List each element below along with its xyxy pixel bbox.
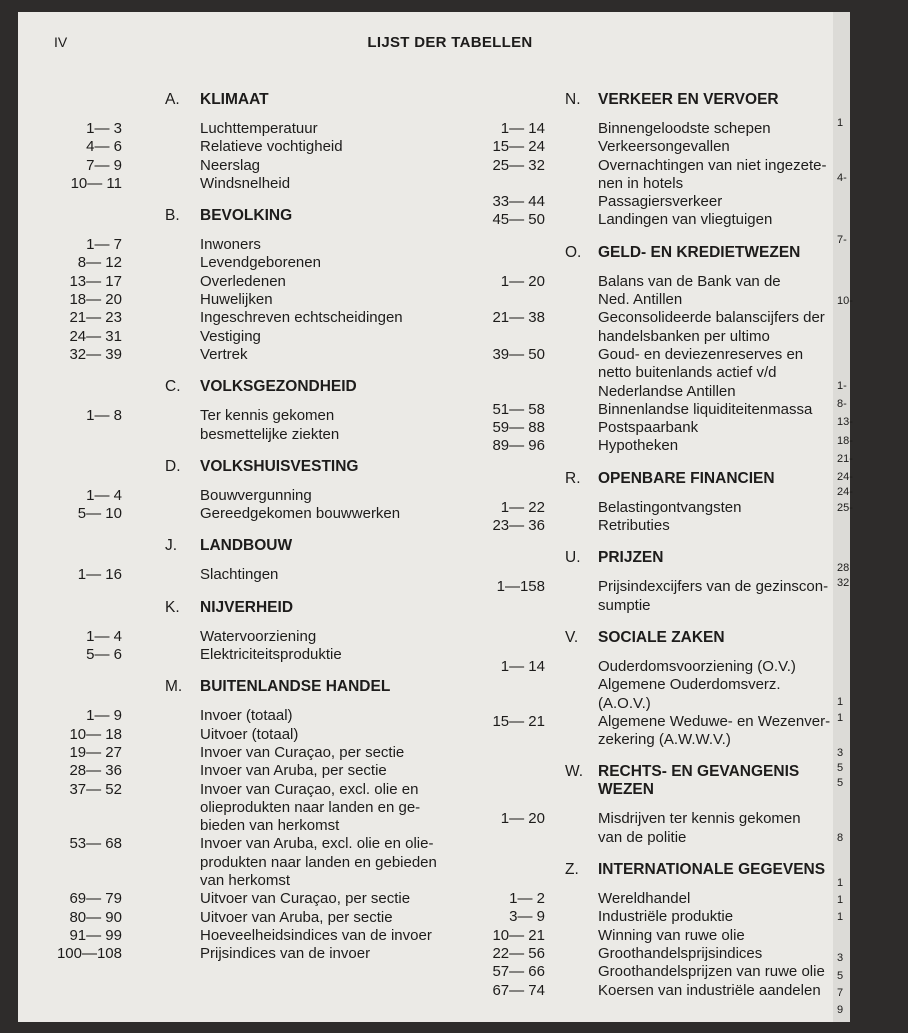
table-title-line: Wereldhandel	[598, 890, 691, 908]
adjacent-page-number: 8-	[837, 398, 847, 410]
table-title-line: Groothandelsprijzen van ruwe olie	[598, 963, 825, 981]
table-title-line: Winning van ruwe olie	[598, 926, 745, 944]
section-heading	[18, 599, 488, 628]
table-section	[18, 537, 488, 584]
adjacent-page-number: 1-	[837, 380, 847, 392]
table-number-range: 80— 90	[69, 908, 122, 926]
section-letter: O.	[565, 243, 582, 261]
table-title-line: Binnenlandse liquiditeitenmassa	[598, 400, 813, 418]
adjacent-page-number: 21-	[837, 453, 853, 465]
table-title	[598, 437, 908, 455]
section-heading	[18, 458, 488, 487]
table-number-range: 22— 56	[492, 944, 545, 962]
table-number-range: 5— 10	[77, 505, 122, 523]
table-title-line: Neerslag	[200, 156, 261, 174]
table-entry	[18, 236, 488, 254]
table-title-line: handelsbanken per ultimo	[598, 327, 770, 345]
table-entry	[18, 726, 488, 744]
table-entry	[18, 120, 488, 138]
table-number-range: 1— 7	[86, 236, 122, 254]
section-heading	[18, 207, 488, 236]
table-title-line: Gereedgekomen bouwwerken	[200, 505, 401, 523]
table-title-line: Geconsolideerde balanscijfers der	[598, 309, 825, 327]
table-entry	[18, 346, 488, 364]
table-title	[598, 193, 908, 211]
table-title-line: nen in hotels	[598, 174, 684, 192]
table-number-range: 21— 23	[69, 309, 122, 327]
table-entry	[18, 762, 488, 780]
table-title-line: Nederlandse Antillen	[598, 382, 736, 400]
table-number-range: 25— 32	[492, 156, 545, 174]
table-entry	[18, 744, 488, 762]
adjacent-page-number: 13-	[837, 416, 853, 428]
section-letter: V.	[565, 628, 579, 646]
table-section	[18, 91, 488, 193]
table-entry	[18, 328, 488, 346]
table-title-line: Levendgeborenen	[200, 254, 321, 272]
table-number-range: 1— 22	[500, 498, 545, 516]
section-letter: B.	[165, 207, 180, 225]
table-title	[598, 273, 908, 310]
section-title-line: GELD- EN KREDIETWEZEN	[598, 243, 801, 261]
table-title-line: Groothandelsprijsindices	[598, 944, 763, 962]
table-entry	[18, 291, 488, 309]
section-title	[598, 244, 800, 262]
section-letter: A.	[165, 91, 180, 108]
table-title-line: Goud- en deviezenreserves en	[598, 345, 804, 363]
section-title	[598, 861, 825, 879]
table-title	[598, 401, 908, 419]
table-title	[598, 810, 908, 847]
adjacent-page-number: 1	[837, 877, 844, 889]
adjacent-page-number: 1	[837, 712, 844, 724]
table-title	[598, 419, 908, 437]
table-title	[598, 713, 908, 750]
section-heading	[18, 678, 488, 707]
adjacent-page-number: 28	[837, 562, 850, 574]
table-number-range: 7— 9	[86, 156, 122, 174]
adjacent-page-number: 1	[837, 911, 844, 923]
section-letter: U.	[565, 549, 581, 567]
table-title-line: bieden van herkomst	[200, 817, 340, 835]
table-entry	[18, 175, 488, 193]
table-entry	[18, 407, 488, 444]
table-number-range: 59— 88	[492, 419, 545, 437]
table-number-range: 15— 24	[492, 138, 545, 156]
table-title-line: Prijsindices van de invoer	[200, 945, 371, 963]
section-letter: D.	[165, 457, 181, 475]
section-title-line: LANDBOUW	[200, 537, 293, 555]
table-number-range: 1— 4	[86, 627, 122, 645]
table-entry	[18, 254, 488, 272]
table-entry	[18, 707, 488, 725]
table-title-line: van herkomst	[200, 872, 291, 890]
table-title	[598, 578, 908, 615]
adjacent-page-number: 24-	[837, 471, 853, 483]
section-title-line: PRIJZEN	[598, 549, 664, 567]
table-number-range: 32— 39	[69, 345, 122, 363]
table-title-line: Prijsindexcijfers van de gezinscon-	[598, 578, 829, 596]
table-number-range: 10— 18	[69, 725, 122, 743]
table-title-line: Misdrijven ter kennis gekomen	[598, 810, 801, 828]
table-title-line: Elektriciteitsproduktie	[200, 646, 342, 664]
table-title-line: Invoer van Aruba, excl. olie en olie-	[200, 835, 434, 853]
table-title	[598, 138, 908, 156]
section-letter: R.	[565, 469, 581, 487]
document-page	[18, 12, 833, 1022]
section-title-line: OPENBARE FINANCIEN	[598, 469, 775, 487]
table-title-line: Uitvoer van Aruba, per sectie	[200, 908, 393, 926]
table-title-line: Balans van de Bank van de	[598, 272, 781, 290]
table-title	[598, 309, 908, 346]
table-title	[598, 658, 908, 713]
table-title-line: Uitvoer (totaal)	[200, 725, 299, 743]
table-entry	[18, 945, 488, 963]
table-title-line: sumptie	[598, 596, 651, 614]
table-title-line: Postspaarbank	[598, 419, 699, 437]
table-entry	[18, 835, 488, 890]
table-number-range: 4— 6	[86, 138, 122, 156]
table-title-line: Verkeersongevallen	[598, 138, 730, 156]
table-entry	[18, 273, 488, 291]
table-title	[598, 982, 908, 1000]
table-title-line: (A.O.V.)	[598, 694, 651, 712]
table-number-range: 1— 8	[86, 407, 122, 425]
table-title-line: Algemene Weduwe- en Wezenver-	[598, 712, 831, 730]
table-title-line: Ned. Antillen	[598, 291, 683, 309]
table-number-range: 5— 6	[86, 646, 122, 664]
table-number-range: 1— 4	[86, 486, 122, 504]
adjacent-page-number: 7	[837, 987, 844, 999]
table-entry	[18, 890, 488, 908]
table-number-range: 53— 68	[69, 835, 122, 853]
table-number-range: 1— 3	[86, 120, 122, 137]
section-title	[598, 763, 799, 799]
section-title-line: KLIMAAT	[200, 91, 269, 108]
table-title	[598, 927, 908, 945]
table-title-line: Hoeveelheidsindices van de invoer	[200, 926, 432, 944]
table-title	[598, 963, 908, 981]
page-number: IV	[54, 34, 68, 50]
section-letter: J.	[165, 537, 178, 555]
table-entry	[18, 909, 488, 927]
table-title-line: Vertrek	[200, 345, 248, 363]
table-number-range: 1— 14	[500, 657, 545, 675]
table-title-line: Invoer van Curaçao, per sectie	[200, 743, 405, 761]
table-entry	[18, 487, 488, 505]
adjacent-page-number: 5	[837, 762, 844, 774]
section-title	[200, 91, 269, 109]
table-number-range: 45— 50	[492, 211, 545, 229]
table-title-line: Ter kennis gekomen	[200, 407, 335, 425]
section-heading	[18, 91, 488, 120]
section-title	[598, 91, 779, 109]
table-entry	[18, 628, 488, 646]
section-title-line: SOCIALE ZAKEN	[598, 628, 725, 646]
section-title	[200, 678, 390, 696]
table-title	[598, 346, 908, 401]
adjacent-page-number: 32	[837, 577, 850, 589]
table-title-line: Bouwvergunning	[200, 486, 312, 504]
section-title	[598, 549, 663, 567]
table-entry	[18, 505, 488, 523]
table-title-line: Invoer van Curaçao, excl. olie en	[200, 780, 419, 798]
table-title	[598, 157, 908, 194]
table-number-range: 69— 79	[69, 890, 122, 908]
table-number-range: 28— 36	[69, 762, 122, 780]
table-entry	[18, 138, 488, 156]
table-title-line: Binnengeloodste schepen	[598, 120, 771, 137]
section-letter: M.	[165, 678, 183, 696]
table-title-line: Invoer (totaal)	[200, 707, 293, 725]
table-title-line: Luchttemperatuur	[200, 120, 318, 137]
section-letter: C.	[165, 378, 181, 396]
table-title-line: Koersen van industriële aandelen	[598, 981, 821, 999]
table-entry	[18, 646, 488, 664]
adjacent-page-number: 18-	[837, 435, 853, 447]
table-number-range: 57— 66	[492, 963, 545, 981]
table-title-line: Ouderdomsvoorziening (O.V.)	[598, 657, 796, 675]
table-title-line: produkten naar landen en gebieden	[200, 853, 437, 871]
section-letter: W.	[565, 763, 584, 781]
adjacent-page-number: 4-	[837, 172, 847, 184]
section-title-line: VOLKSGEZONDHEID	[200, 378, 357, 396]
table-number-range: 10— 11	[70, 174, 122, 192]
table-number-range: 100—108	[56, 945, 122, 963]
table-title	[598, 908, 908, 926]
adjacent-page-number: 5	[837, 970, 844, 982]
table-number-range: 23— 36	[492, 517, 545, 535]
table-section	[18, 678, 488, 963]
section-title-line: BEVOLKING	[200, 207, 293, 225]
section-letter: K.	[165, 598, 180, 616]
table-entry	[18, 781, 488, 836]
table-title-line: Relatieve vochtigheid	[200, 138, 343, 156]
page-title: LIJST DER TABELLEN	[367, 34, 533, 51]
table-title-line: olieprodukten naar landen en ge-	[200, 798, 421, 816]
table-number-range: 18— 20	[69, 291, 122, 309]
table-title-line: Passagiersverkeer	[598, 193, 723, 211]
table-number-range: 1— 20	[500, 810, 545, 828]
section-title-line: NIJVERHEID	[200, 598, 294, 616]
table-title-line: Uitvoer van Curaçao, per sectie	[200, 890, 411, 908]
adjacent-page-number: 10-	[837, 295, 853, 307]
table-number-range: 1— 20	[500, 272, 545, 290]
table-number-range: 13— 17	[69, 272, 122, 290]
section-heading	[18, 378, 488, 407]
adjacent-page-number: 5	[837, 777, 844, 789]
table-number-range: 37— 52	[69, 780, 122, 798]
table-title-line: Invoer van Aruba, per sectie	[200, 762, 387, 780]
table-number-range: 1— 2	[509, 890, 545, 908]
table-title-line: Huwelijken	[200, 291, 273, 309]
table-title-line: netto buitenlands actief v/d	[598, 364, 777, 382]
table-entry	[18, 309, 488, 327]
adjacent-page-number: 7-	[837, 234, 847, 246]
table-title-line: Belastingontvangsten	[598, 498, 742, 516]
table-title-line: van de politie	[598, 828, 687, 846]
table-number-range: 91— 99	[69, 926, 122, 944]
table-section	[18, 599, 488, 665]
table-number-range: 39— 50	[492, 345, 545, 363]
table-title	[598, 517, 908, 535]
table-title-line: Algemene Ouderdomsverz.	[598, 676, 781, 694]
section-title	[598, 470, 775, 488]
section-heading	[18, 537, 488, 566]
table-title-line: Watervoorziening	[200, 627, 317, 645]
adjacent-page-number: 9	[837, 1004, 844, 1016]
table-title	[598, 211, 908, 229]
table-title-line: besmettelijke ziekten	[200, 425, 340, 443]
section-title	[598, 629, 725, 647]
section-title-line: BUITENLANDSE HANDEL	[200, 678, 391, 696]
table-title-line: Industriële produktie	[598, 908, 734, 926]
section-title	[200, 207, 292, 225]
section-title-line: VOLKSHUISVESTING	[200, 457, 359, 475]
table-title-line: Landingen van vliegtuigen	[598, 211, 773, 229]
table-entry	[18, 157, 488, 175]
table-number-range: 24— 31	[69, 327, 122, 345]
table-number-range: 15— 21	[492, 712, 545, 730]
table-section	[18, 378, 488, 444]
table-number-range: 67— 74	[492, 981, 545, 999]
adjacent-page-number: 25-	[837, 502, 853, 514]
adjacent-page-number: 8	[837, 832, 844, 844]
table-entry	[18, 566, 488, 584]
table-title-line: Vestiging	[200, 327, 261, 345]
table-title	[598, 890, 908, 908]
section-title-line: RECHTS- EN GEVANGENIS	[598, 763, 800, 781]
section-title-line: VERKEER EN VERVOER	[598, 91, 779, 108]
table-number-range: 1— 16	[77, 566, 122, 584]
table-number-range: 3— 9	[509, 908, 545, 926]
table-number-range: 89— 96	[492, 437, 545, 455]
table-entry	[18, 927, 488, 945]
adjacent-page-number: 1	[837, 696, 844, 708]
table-number-range: 1—158	[496, 578, 545, 596]
section-title	[200, 458, 358, 476]
section-title-line: WEZEN	[598, 781, 654, 799]
table-section	[18, 458, 488, 524]
table-title-line: Ingeschreven echtscheidingen	[200, 309, 403, 327]
table-number-range: 33— 44	[492, 193, 545, 211]
table-title	[598, 120, 908, 138]
table-section	[18, 207, 488, 364]
table-title-line: Hypotheken	[598, 437, 679, 455]
section-letter: N.	[565, 91, 581, 108]
adjacent-page-number: 1	[837, 117, 844, 129]
table-title-line: Inwoners	[200, 236, 261, 254]
table-title-line: Overnachtingen van niet ingezete-	[598, 156, 827, 174]
section-title	[200, 378, 357, 396]
table-number-range: 1— 9	[86, 707, 122, 725]
table-title-line: Slachtingen	[200, 566, 279, 584]
table-number-range: 21— 38	[492, 309, 545, 327]
section-title	[200, 537, 292, 555]
section-title	[200, 599, 293, 617]
adjacent-page-edge	[833, 12, 853, 1022]
table-number-range: 8— 12	[77, 254, 122, 272]
table-title-line: Retributies	[598, 517, 670, 535]
adjacent-page-number: 1	[837, 894, 844, 906]
section-title-line: INTERNATIONALE GEGEVENS	[598, 861, 826, 879]
table-title	[598, 499, 908, 517]
adjacent-page-number: 3	[837, 747, 844, 759]
table-number-range: 51— 58	[492, 400, 545, 418]
table-title-line: Windsnelheid	[200, 174, 291, 192]
table-title	[598, 945, 908, 963]
adjacent-page-number: 24-	[837, 486, 853, 498]
section-letter: Z.	[565, 861, 579, 879]
left-column	[18, 77, 488, 964]
table-number-range: 1— 14	[500, 120, 545, 137]
adjacent-page-number: 3	[837, 952, 844, 964]
table-number-range: 19— 27	[69, 743, 122, 761]
table-title-line: zekering (A.W.W.V.)	[598, 731, 731, 749]
table-title-line: Overledenen	[200, 272, 286, 290]
table-number-range: 10— 21	[492, 926, 545, 944]
